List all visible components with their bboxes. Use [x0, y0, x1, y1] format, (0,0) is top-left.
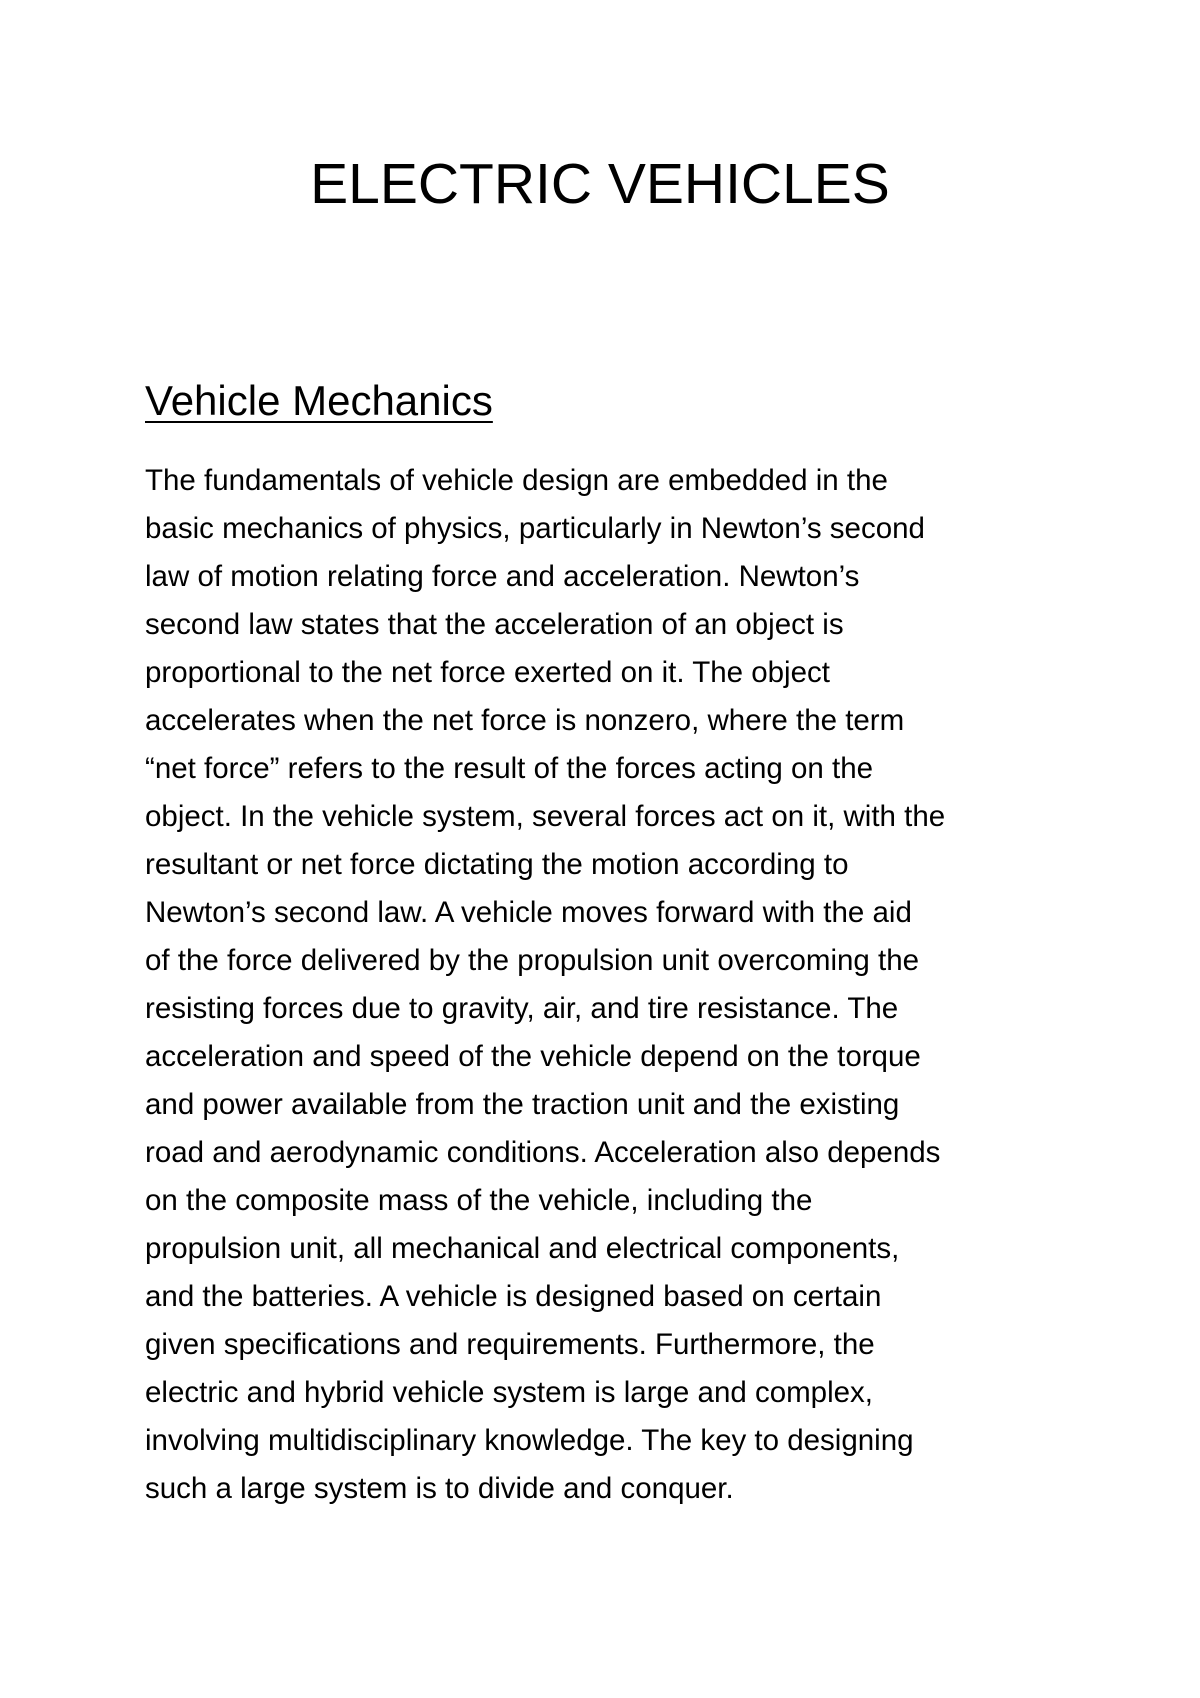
paragraph-line: accelerates when the net force is nonzero, where the term	[145, 704, 905, 737]
paragraph-line: resisting forces due to gravity, air, and tire resistance. The	[145, 992, 899, 1025]
paragraph-line: law of motion relating force and acceleration. Newton’s	[145, 560, 860, 593]
paragraph-line: such a large system is to divide and conquer.	[145, 1472, 734, 1505]
body-paragraph	[145, 457, 1065, 1513]
paragraph-line: on the composite mass of the vehicle, including the	[145, 1184, 813, 1217]
paragraph-line: acceleration and speed of the vehicle depend on the torque	[145, 1040, 921, 1073]
paragraph-line: of the force delivered by the propulsion unit overcoming the	[145, 944, 920, 977]
paragraph-line: proportional to the net force exerted on it. The object	[145, 656, 830, 689]
paragraph-line: object. In the vehicle system, several forces act on it, with the	[145, 800, 946, 833]
section-heading: Vehicle Mechanics	[145, 377, 493, 424]
paragraph-line: electric and hybrid vehicle system is large and complex,	[145, 1376, 873, 1409]
paragraph-line: and power available from the traction unit and the existing	[145, 1088, 900, 1121]
paragraph-line: and the batteries. A vehicle is designed based on certain	[145, 1280, 882, 1313]
paragraph-line: The fundamentals of vehicle design are embedded in the	[145, 464, 888, 497]
paragraph-line: second law states that the acceleration of an object is	[145, 608, 844, 641]
paragraph-line: basic mechanics of physics, particularly in Newton’s second	[145, 512, 925, 545]
paragraph-line: resultant or net force dictating the motion according to	[145, 848, 849, 881]
paragraph-line: involving multidisciplinary knowledge. The key to designing	[145, 1424, 914, 1457]
paragraph-line: given specifications and requirements. Furthermore, the	[145, 1328, 875, 1361]
paragraph-line: propulsion unit, all mechanical and electrical components,	[145, 1232, 900, 1265]
paragraph-line: “net force” refers to the result of the forces acting on the	[145, 752, 874, 785]
document-title: ELECTRIC VEHICLES	[310, 152, 890, 216]
paragraph-line: road and aerodynamic conditions. Acceleration also depends	[145, 1136, 941, 1169]
paragraph-line: Newton’s second law. A vehicle moves forward with the aid	[145, 896, 912, 929]
